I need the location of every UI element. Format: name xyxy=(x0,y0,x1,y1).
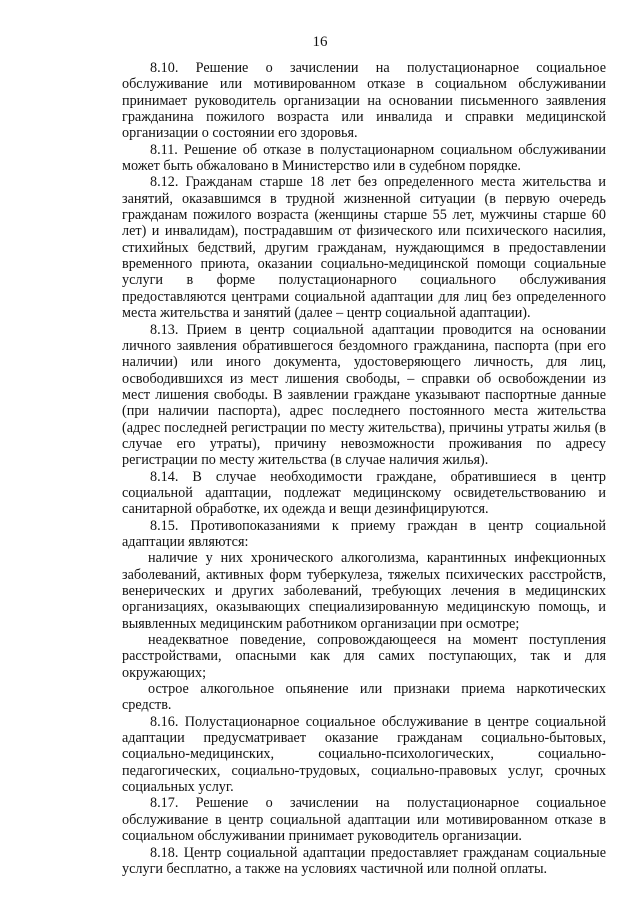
contraindication-item-2: неадекватное поведение, сопровождающееся на момент поступления расстройствами, опасными как для самих поступающих, так и для окружающих; xyxy=(122,632,606,681)
paragraph-8-11: 8.11. Решение об отказе в полустационарном социальном обслуживании может быть обжаловано в Министерство или в судебном порядке. xyxy=(122,141,606,175)
paragraph-8-16: 8.16. Полустационарное социальное обслуживание в центре социальной адаптации предусматривает оказание гражданам социально-бытовых, социально-медицинских, социально-психологических, социально-педагогических, социально-трудовых, социально-правовых услуг, срочных социальных услуг. xyxy=(122,713,606,796)
paragraph-8-14: 8.14. В случае необходимости граждане, обратившиеся в центр социальной адаптации, подлежат медицинскому освидетельствованию и санитарной обработке, их одежда и вещи дезинфицируются. xyxy=(122,468,606,518)
contraindication-item-3: острое алкогольное опьянение или признаки приема наркотических средств. xyxy=(122,681,606,714)
paragraph-8-15: 8.15. Противопоказаниями к приему граждан в центр социальной адаптации являются: xyxy=(122,517,606,550)
document-body xyxy=(122,60,606,877)
page-number: 16 xyxy=(312,34,328,50)
contraindication-item-1: наличие у них хронического алкоголизма, карантинных инфекционных заболеваний, активных форм туберкулеза, тяжелых психических расстройств, венерических и других заболеваний, требующих лечения в медицинских организациях, оказывающих специализированную медицинскую помощь, и выявленных медицинским работником организации при осмотре; xyxy=(122,550,606,632)
paragraph-8-10: 8.10. Решение о зачислении на полустационарное социальное обслуживание или мотивированном отказе в социальном обслуживании принимает руководитель организации на основании письменного заявления гражданина пожилого возраста или инвалида и справки медицинской организации о состоянии его здоровья. xyxy=(122,60,606,142)
paragraph-8-13: 8.13. Прием в центр социальной адаптации проводится на основании личного заявления обратившегося бездомного гражданина, паспорта (при его наличии) или иного документа, удостоверяющего личность, для лиц, освободившихся из мест лишения свободы, – справки об освобождении из мест лишения свободы. В заявлении граждане указывают паспортные данные (при наличии паспорта), адрес последнего постоянного места жительства (адрес последней регистрации по месту жительства), причины утраты жилья (в случае его утраты), причину невозможности проживания по адресу регистрации по месту жительства (в случае наличия жилья). xyxy=(122,321,606,469)
paragraph-8-17: 8.17. Решение о зачислении на полустационарное социальное обслуживание в центр социальной адаптации или мотивированном отказе в социальном обслуживании принимает руководитель организации. xyxy=(122,795,606,845)
paragraph-8-18: 8.18. Центр социальной адаптации предоставляет гражданам социальные услуги бесплатно, а также на условиях частичной или полной оплаты. xyxy=(122,844,606,877)
paragraph-8-12: 8.12. Гражданам старше 18 лет без определенного места жительства и занятий, оказавшимся в трудной жизненной ситуации (в первую очередь гражданам пожилого возраста (женщины старше 55 лет, мужчины старше 60 лет) и инвалидам), пострадавшим от физического или психического насилия, стихийных бедствий, другим гражданам, нуждающимся в предоставлении временного приюта, оказании социально-медицинской помощи социальные услуги в форме полустационарного социального обслуживания предоставляются центрами социальной адаптации для лиц без определенного места жительства и занятий (далее – центр социальной адаптации). xyxy=(122,174,606,322)
